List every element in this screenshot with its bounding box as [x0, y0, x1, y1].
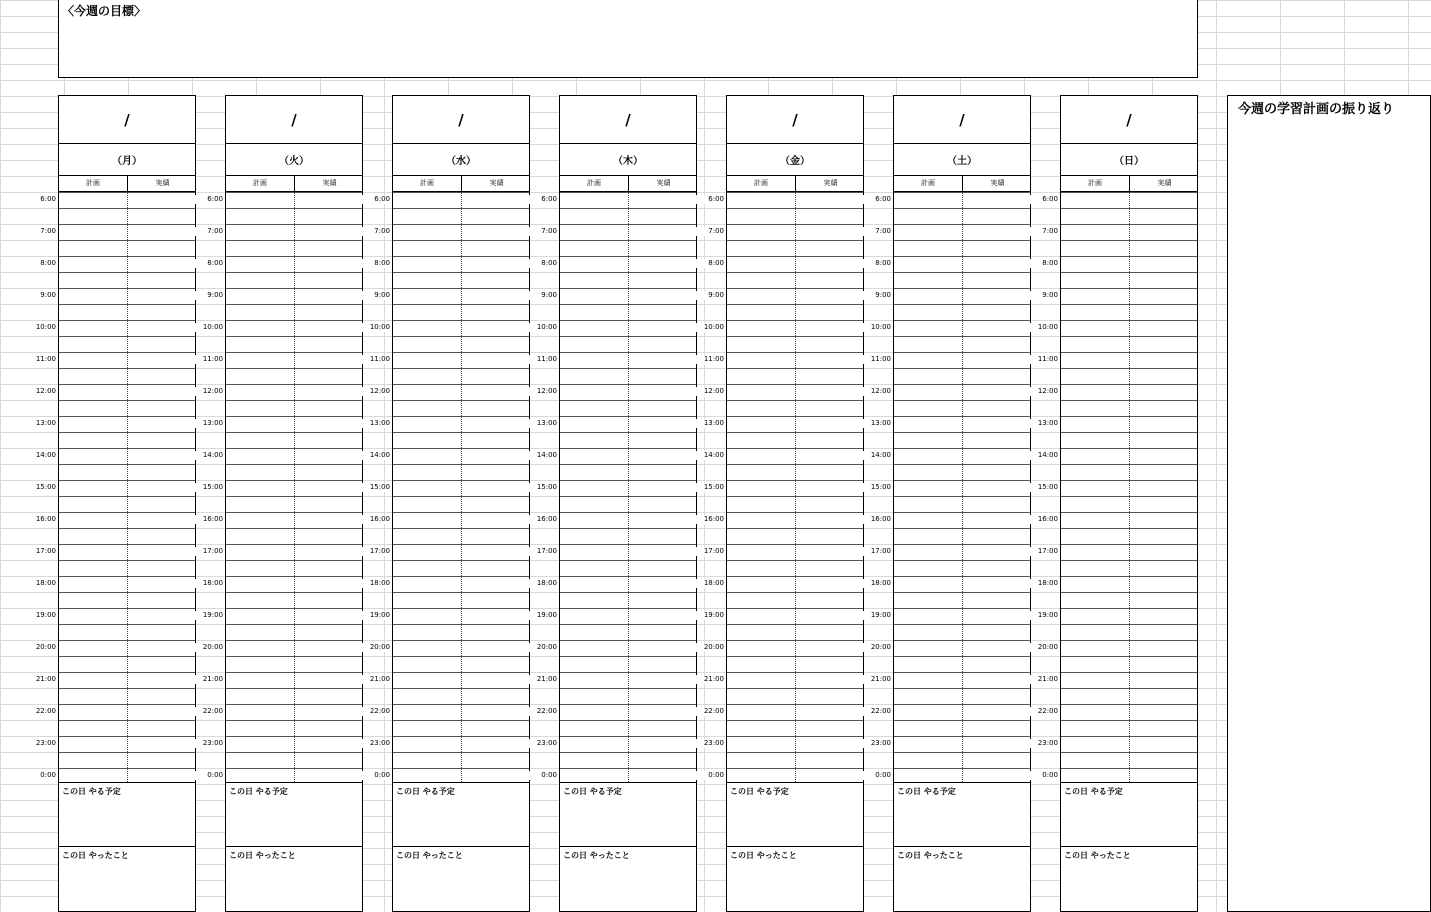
- time-slot-grid[interactable]: [559, 191, 697, 783]
- time-label: 8:00: [26, 259, 56, 268]
- time-label: 0:00: [193, 771, 223, 780]
- time-label: 12:00: [694, 387, 724, 396]
- time-label: 13:00: [1028, 419, 1058, 428]
- time-label: 21:00: [694, 675, 724, 684]
- time-label: 6:00: [861, 195, 891, 204]
- plan-actual-header: [893, 176, 1031, 192]
- time-label: 12:00: [861, 387, 891, 396]
- time-label: 16:00: [527, 515, 557, 524]
- weekly-review-box[interactable]: [1227, 95, 1431, 912]
- plan-actual-divider: [1129, 192, 1130, 782]
- completed-tasks-label: この日 やったこと: [730, 851, 797, 860]
- time-label: 21:00: [360, 675, 390, 684]
- time-label: 12:00: [527, 387, 557, 396]
- time-label: 0:00: [1028, 771, 1058, 780]
- day-column: [225, 95, 363, 912]
- time-label: 13:00: [26, 419, 56, 428]
- actual-column-header: 実績: [322, 179, 337, 187]
- completed-tasks-label: この日 やったこと: [62, 851, 129, 860]
- time-slot-grid[interactable]: [392, 191, 530, 783]
- time-label: 8:00: [360, 259, 390, 268]
- completed-tasks-box[interactable]: [58, 846, 196, 912]
- completed-tasks-box[interactable]: [1060, 846, 1198, 912]
- time-label: 22:00: [360, 707, 390, 716]
- time-label: 12:00: [193, 387, 223, 396]
- time-label: 14:00: [26, 451, 56, 460]
- weekday-cell: （日）: [1060, 143, 1198, 176]
- weekday-cell: （月）: [58, 143, 196, 176]
- time-label: 17:00: [527, 547, 557, 556]
- time-label: 10:00: [527, 323, 557, 332]
- time-label: 19:00: [527, 611, 557, 620]
- time-label: 14:00: [360, 451, 390, 460]
- time-label: 17:00: [360, 547, 390, 556]
- time-slot-grid[interactable]: [1060, 191, 1198, 783]
- time-label: 6:00: [193, 195, 223, 204]
- time-label: 12:00: [360, 387, 390, 396]
- time-label: 21:00: [193, 675, 223, 684]
- time-label: 16:00: [861, 515, 891, 524]
- date-cell[interactable]: /: [392, 95, 530, 144]
- date-cell[interactable]: /: [1060, 95, 1198, 144]
- time-label: 13:00: [527, 419, 557, 428]
- time-label: 10:00: [193, 323, 223, 332]
- plan-actual-header: [559, 176, 697, 192]
- time-label: 15:00: [527, 483, 557, 492]
- actual-column-header: 実績: [155, 179, 170, 187]
- time-label: 7:00: [1028, 227, 1058, 236]
- time-label: 16:00: [360, 515, 390, 524]
- plan-column-header: 計画: [59, 176, 128, 191]
- weekly-goal-label: 〈今週の目標〉: [62, 4, 147, 18]
- time-label: 13:00: [360, 419, 390, 428]
- day-column: [392, 95, 530, 912]
- plan-actual-header: [225, 176, 363, 192]
- planned-tasks-label: この日 やる予定: [229, 787, 288, 796]
- planned-tasks-box[interactable]: [58, 782, 196, 847]
- day-column: [1060, 95, 1198, 912]
- time-label: 23:00: [360, 739, 390, 748]
- time-label: 14:00: [861, 451, 891, 460]
- time-label: 16:00: [694, 515, 724, 524]
- time-label: 20:00: [527, 643, 557, 652]
- time-label: 19:00: [861, 611, 891, 620]
- day-column: [726, 95, 864, 912]
- time-label: 18:00: [1028, 579, 1058, 588]
- completed-tasks-box[interactable]: [392, 846, 530, 912]
- time-label: 8:00: [694, 259, 724, 268]
- plan-actual-header: [1060, 176, 1198, 192]
- time-label: 15:00: [861, 483, 891, 492]
- time-label: 8:00: [193, 259, 223, 268]
- completed-tasks-box[interactable]: [559, 846, 697, 912]
- actual-column-header: 実績: [990, 179, 1005, 187]
- time-label: 22:00: [193, 707, 223, 716]
- time-slot-grid[interactable]: [225, 191, 363, 783]
- time-label: 6:00: [694, 195, 724, 204]
- planned-tasks-box[interactable]: [225, 782, 363, 847]
- time-label: 16:00: [193, 515, 223, 524]
- time-label: 0:00: [861, 771, 891, 780]
- time-slot-grid[interactable]: [893, 191, 1031, 783]
- time-label: 20:00: [694, 643, 724, 652]
- time-label: 11:00: [861, 355, 891, 364]
- time-label: 10:00: [861, 323, 891, 332]
- day-column: [893, 95, 1031, 912]
- time-slot-grid[interactable]: [58, 191, 196, 783]
- weekly-review-label: 今週の学習計画の振り返り: [1238, 102, 1395, 117]
- plan-actual-divider: [628, 192, 629, 782]
- plan-actual-divider: [127, 192, 128, 782]
- time-label: 8:00: [1028, 259, 1058, 268]
- time-label: 21:00: [861, 675, 891, 684]
- actual-column-header: 実績: [656, 179, 671, 187]
- time-label: 15:00: [360, 483, 390, 492]
- time-label: 22:00: [527, 707, 557, 716]
- time-label: 15:00: [193, 483, 223, 492]
- planned-tasks-box[interactable]: [392, 782, 530, 847]
- time-label: 23:00: [861, 739, 891, 748]
- time-label: 15:00: [694, 483, 724, 492]
- time-label: 16:00: [26, 515, 56, 524]
- planned-tasks-box[interactable]: [559, 782, 697, 847]
- time-label: 21:00: [1028, 675, 1058, 684]
- completed-tasks-label: この日 やったこと: [1064, 851, 1131, 860]
- time-label: 7:00: [193, 227, 223, 236]
- time-label: 18:00: [527, 579, 557, 588]
- time-label: 21:00: [26, 675, 56, 684]
- completed-tasks-label: この日 やったこと: [396, 851, 463, 860]
- planned-tasks-box[interactable]: [726, 782, 864, 847]
- plan-actual-divider: [461, 192, 462, 782]
- time-slot-grid[interactable]: [726, 191, 864, 783]
- time-label: 0:00: [694, 771, 724, 780]
- planned-tasks-label: この日 やる予定: [897, 787, 956, 796]
- time-label: 20:00: [861, 643, 891, 652]
- time-label: 7:00: [26, 227, 56, 236]
- weekly-goal-box[interactable]: [58, 0, 1198, 78]
- time-label: 14:00: [193, 451, 223, 460]
- planned-tasks-label: この日 やる予定: [396, 787, 455, 796]
- weekday-cell: （土）: [893, 143, 1031, 176]
- weekday-cell: （木）: [559, 143, 697, 176]
- time-label: 15:00: [26, 483, 56, 492]
- time-label: 19:00: [193, 611, 223, 620]
- plan-column-header: 計画: [727, 176, 796, 191]
- time-label: 18:00: [861, 579, 891, 588]
- time-label: 6:00: [360, 195, 390, 204]
- time-label: 17:00: [26, 547, 56, 556]
- time-label: 19:00: [1028, 611, 1058, 620]
- plan-actual-divider: [795, 192, 796, 782]
- actual-column-header: 実績: [489, 179, 504, 187]
- time-label: 14:00: [694, 451, 724, 460]
- completed-tasks-label: この日 やったこと: [229, 851, 296, 860]
- time-label: 13:00: [694, 419, 724, 428]
- time-label: 0:00: [360, 771, 390, 780]
- time-label: 13:00: [861, 419, 891, 428]
- time-label: 17:00: [193, 547, 223, 556]
- time-label: 22:00: [861, 707, 891, 716]
- time-label: 17:00: [1028, 547, 1058, 556]
- time-label: 23:00: [527, 739, 557, 748]
- date-cell[interactable]: /: [225, 95, 363, 144]
- time-label: 12:00: [26, 387, 56, 396]
- time-label: 6:00: [527, 195, 557, 204]
- actual-column-header: 実績: [823, 179, 838, 187]
- weekday-cell: （火）: [225, 143, 363, 176]
- plan-column-header: 計画: [226, 176, 295, 191]
- time-label: 23:00: [26, 739, 56, 748]
- time-label: 18:00: [360, 579, 390, 588]
- time-label: 11:00: [1028, 355, 1058, 364]
- time-label: 22:00: [26, 707, 56, 716]
- time-label: 9:00: [193, 291, 223, 300]
- time-label: 0:00: [26, 771, 56, 780]
- plan-column-header: 計画: [894, 176, 963, 191]
- time-label: 9:00: [360, 291, 390, 300]
- time-label: 20:00: [1028, 643, 1058, 652]
- time-label: 10:00: [1028, 323, 1058, 332]
- planned-tasks-box[interactable]: [1060, 782, 1198, 847]
- time-label: 16:00: [1028, 515, 1058, 524]
- plan-actual-header: [58, 176, 196, 192]
- plan-column-header: 計画: [1061, 176, 1130, 191]
- time-label: 7:00: [527, 227, 557, 236]
- time-label: 11:00: [527, 355, 557, 364]
- planned-tasks-label: この日 やる予定: [730, 787, 789, 796]
- completed-tasks-box[interactable]: [893, 846, 1031, 912]
- time-label: 18:00: [193, 579, 223, 588]
- time-label: 10:00: [26, 323, 56, 332]
- time-label: 18:00: [694, 579, 724, 588]
- time-label: 12:00: [1028, 387, 1058, 396]
- time-label: 8:00: [527, 259, 557, 268]
- completed-tasks-label: この日 やったこと: [897, 851, 964, 860]
- date-cell[interactable]: /: [726, 95, 864, 144]
- time-label: 11:00: [193, 355, 223, 364]
- time-label: 20:00: [26, 643, 56, 652]
- completed-tasks-box[interactable]: [726, 846, 864, 912]
- time-label: 9:00: [1028, 291, 1058, 300]
- time-label: 6:00: [1028, 195, 1058, 204]
- date-cell[interactable]: /: [58, 95, 196, 144]
- time-label: 22:00: [694, 707, 724, 716]
- time-label: 14:00: [527, 451, 557, 460]
- time-label: 0:00: [527, 771, 557, 780]
- time-label: 21:00: [527, 675, 557, 684]
- time-label: 9:00: [527, 291, 557, 300]
- time-label: 20:00: [193, 643, 223, 652]
- time-label: 23:00: [193, 739, 223, 748]
- time-label: 15:00: [1028, 483, 1058, 492]
- time-label: 19:00: [26, 611, 56, 620]
- date-cell[interactable]: /: [559, 95, 697, 144]
- time-label: 19:00: [360, 611, 390, 620]
- time-label: 6:00: [26, 195, 56, 204]
- time-label: 11:00: [26, 355, 56, 364]
- completed-tasks-box[interactable]: [225, 846, 363, 912]
- planned-tasks-label: この日 やる予定: [62, 787, 121, 796]
- time-label: 17:00: [694, 547, 724, 556]
- planned-tasks-box[interactable]: [893, 782, 1031, 847]
- time-label: 7:00: [694, 227, 724, 236]
- time-label: 22:00: [1028, 707, 1058, 716]
- weekday-cell: （水）: [392, 143, 530, 176]
- time-label: 9:00: [26, 291, 56, 300]
- time-label: 7:00: [861, 227, 891, 236]
- planned-tasks-label: この日 やる予定: [1064, 787, 1123, 796]
- time-label: 18:00: [26, 579, 56, 588]
- time-label: 9:00: [861, 291, 891, 300]
- day-column: [58, 95, 196, 912]
- time-label: 13:00: [193, 419, 223, 428]
- time-label: 23:00: [694, 739, 724, 748]
- actual-column-header: 実績: [1157, 179, 1172, 187]
- date-cell[interactable]: /: [893, 95, 1031, 144]
- time-label: 10:00: [694, 323, 724, 332]
- plan-actual-header: [726, 176, 864, 192]
- plan-actual-divider: [294, 192, 295, 782]
- plan-column-header: 計画: [393, 176, 462, 191]
- completed-tasks-label: この日 やったこと: [563, 851, 630, 860]
- planned-tasks-label: この日 やる予定: [563, 787, 622, 796]
- plan-actual-header: [392, 176, 530, 192]
- time-label: 11:00: [694, 355, 724, 364]
- plan-actual-divider: [962, 192, 963, 782]
- time-label: 9:00: [694, 291, 724, 300]
- weekday-cell: （金）: [726, 143, 864, 176]
- time-label: 23:00: [1028, 739, 1058, 748]
- plan-column-header: 計画: [560, 176, 629, 191]
- time-label: 17:00: [861, 547, 891, 556]
- time-label: 10:00: [360, 323, 390, 332]
- day-column: [559, 95, 697, 912]
- time-label: 7:00: [360, 227, 390, 236]
- time-label: 8:00: [861, 259, 891, 268]
- time-label: 19:00: [694, 611, 724, 620]
- time-label: 14:00: [1028, 451, 1058, 460]
- time-label: 11:00: [360, 355, 390, 364]
- time-label: 20:00: [360, 643, 390, 652]
